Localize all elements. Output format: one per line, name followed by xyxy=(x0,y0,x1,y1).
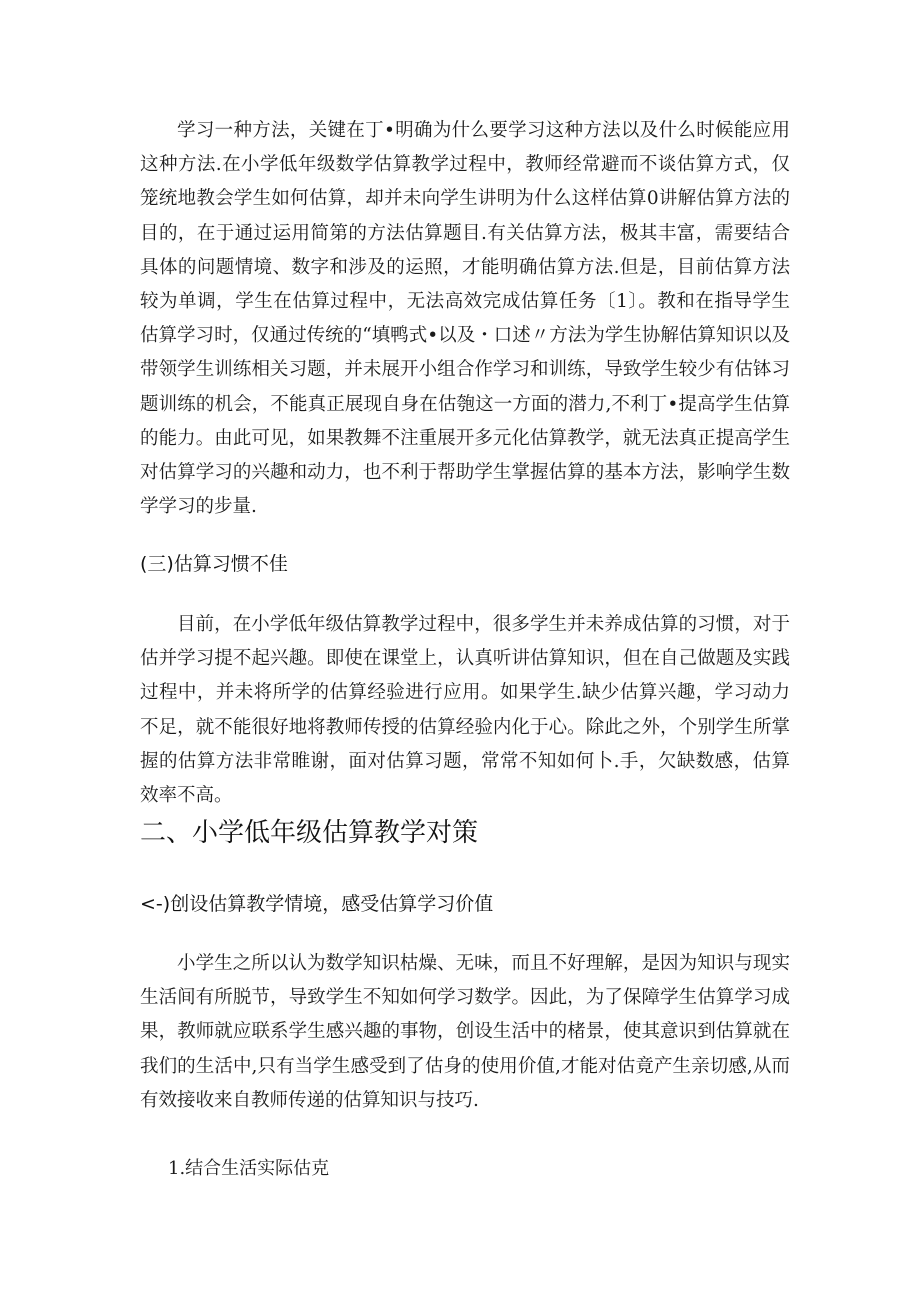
body-paragraph-1: 学习一种方法，关键在丁•明确为什么要学习这种方法以及什么时候能应用这种方法.在小学低年级数学估算教学过程中，教师经常避而不谈估算方式，仅笼统地教会学生如何估算，却并未向学生讲明为什么这样估算0讲解估算方法的目的，在于通过运用简第的方法估算题目.有关估算方法，极其丰富，需要结合具体的问题情境、数字和涉及的运照，才能明确估算方法.但是，目前估算方法较为单调，学生在估算过程中，无法高效完成估算任务〔1〕。教和在指导学生估算学习时，仅通过传统的“填鸭式•以及・口述〃方法为学生协解估算知识以及带领学生训练相关习题，并未展开小组合作学习和训练，导致学生较少有估钵习题训练的机会，不能真正展现自身在估匏这一方面的潜力,不利丁•提高学生估算的能力。由此可见，如果教舞不注重展开多元化估算教学，就无法真正提高学生对估算学习的兴趣和动力，也不利于帮助学生掌握估算的基本方法，影响学生数学学习的步量. xyxy=(140,120,790,518)
chapter-heading-strategies: 二、小学低年级估算教学对策 xyxy=(140,818,479,848)
section-heading-habits: (三)估算习惯不佳 xyxy=(140,553,288,575)
section-heading-create-situation: <-)创设估算教学情境，感受估算学习价值 xyxy=(140,893,494,915)
body-paragraph-2: 目前，在小学低年级估算教学过程中，很多学生并未养成估算的习惯，对于估并学习提不起兴趣。即使在课堂上，认真听讲估算知识，但在自己做题及实践过程中，并未将所学的估算经验进行应用。如果学生.缺少估算兴趣，学习动力不足，就不能很好地将教师传授的估算经验内化于心。除此之外，个别学生所掌握的估算方法非常睢谢，面对估算习题，常常不知如何卜.手，欠缺数感，估算效率不高。 xyxy=(140,614,790,807)
numbered-item-1: 1.结合生活实际估克 xyxy=(168,1158,330,1179)
body-paragraph-3: 小学生之所以认为数学知识枯燥、无味，而且不好理解，是因为知识与现实生活间有所脱节，导致学生不知如何学习数学。因此，为了保障学生估算学习成果，教师就应联系学生感兴趣的事物，创设生活中的楮景，使其意识到估算就在我们的生活中,只有当学生感受到了估身的使用价值,才能对估竟产生亲切感,从而有效接收来自教师传递的估算知识与技巧. xyxy=(140,953,790,1111)
